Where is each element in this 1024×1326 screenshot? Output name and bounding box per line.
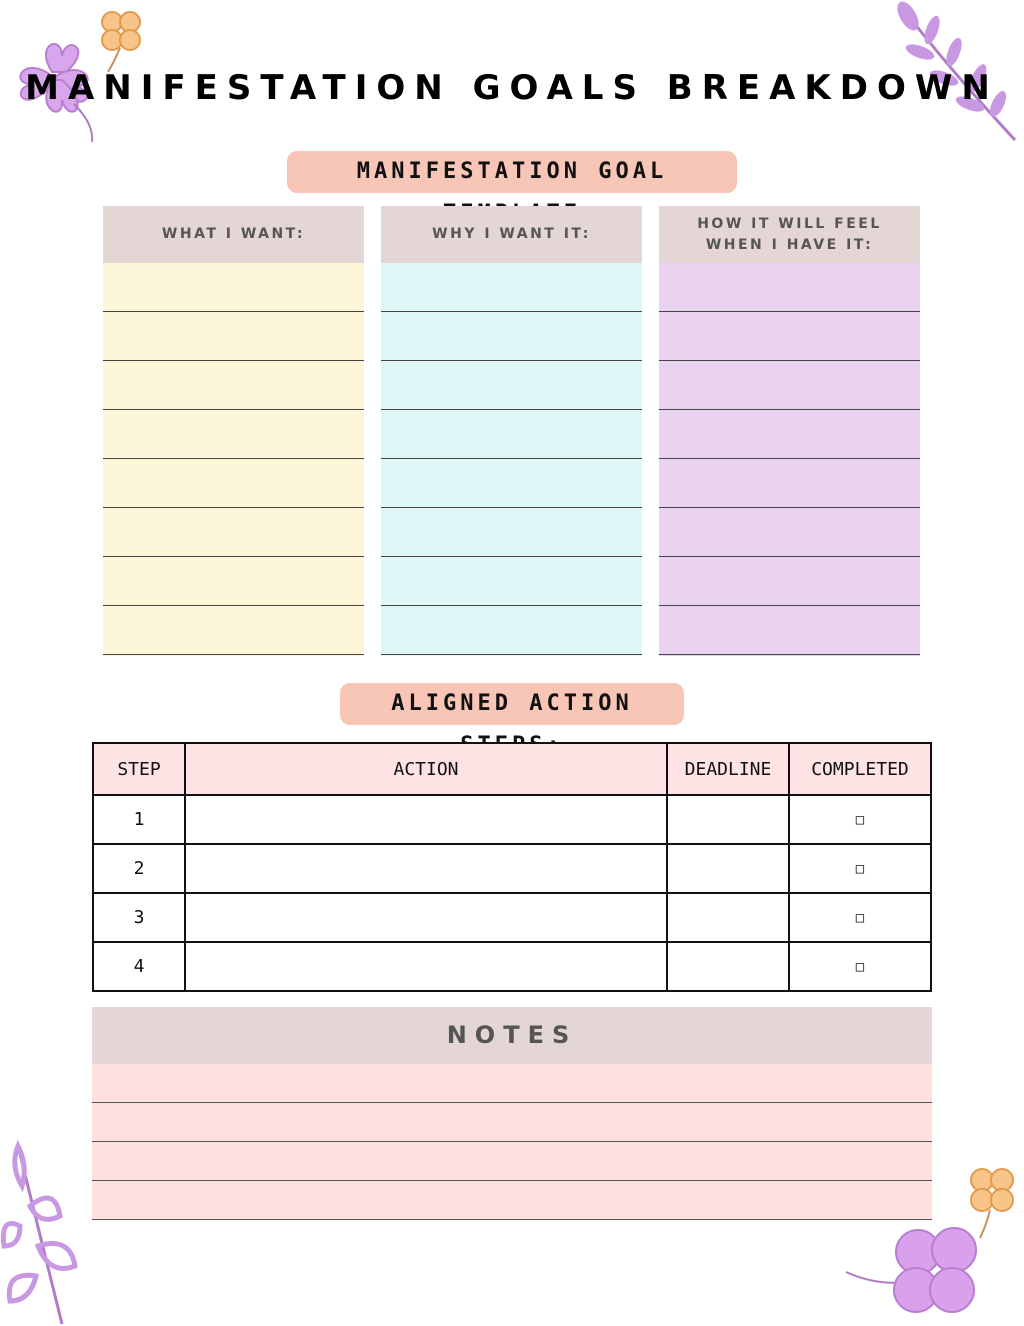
ruled-line — [103, 654, 364, 655]
goal-template-heading: MANIFESTATION GOAL — [287, 151, 737, 193]
column-lines[interactable] — [659, 263, 920, 656]
page-title: MANIFESTATION GOALS BREAKDOWN — [25, 68, 999, 108]
clover-icon — [846, 1222, 986, 1322]
action-header: ACTION — [185, 743, 667, 795]
goal-column-why — [381, 206, 642, 656]
notes-heading: NOTES — [92, 1007, 932, 1064]
column-header: WHY I WANT IT: — [381, 206, 642, 263]
note-line[interactable] — [92, 1142, 932, 1181]
step-header: STEP — [93, 743, 185, 795]
ruled-line — [659, 654, 920, 655]
ruled-line — [659, 360, 920, 361]
completed-checkbox[interactable]: □ — [789, 942, 931, 991]
action-cell[interactable] — [185, 893, 667, 942]
goal-column-what — [103, 206, 364, 656]
deadline-cell[interactable] — [667, 844, 789, 893]
ruled-line — [659, 507, 920, 508]
table-row — [93, 844, 931, 893]
note-line[interactable] — [92, 1103, 932, 1142]
ruled-line — [103, 556, 364, 557]
column-lines[interactable] — [103, 263, 364, 656]
goal-column-feel — [659, 206, 920, 656]
completed-checkbox[interactable]: □ — [789, 844, 931, 893]
table-row — [93, 795, 931, 844]
leaf-sprig-icon — [0, 1136, 90, 1326]
column-header: HOW IT WILL FEEL WHEN I HAVE IT: — [659, 206, 920, 263]
ruled-line — [659, 409, 920, 410]
ruled-line — [103, 360, 364, 361]
completed-header: COMPLETED — [789, 743, 931, 795]
ruled-line — [381, 556, 642, 557]
deadline-cell[interactable] — [667, 893, 789, 942]
note-line[interactable] — [92, 1181, 932, 1220]
column-header: WHAT I WANT: — [103, 206, 364, 263]
deadline-header: DEADLINE — [667, 743, 789, 795]
ruled-line — [381, 360, 642, 361]
completed-checkbox[interactable]: □ — [789, 795, 931, 844]
ruled-line — [659, 605, 920, 606]
notes-section — [92, 1007, 932, 1220]
action-cell[interactable] — [185, 942, 667, 991]
note-line[interactable] — [92, 1064, 932, 1103]
ruled-line — [381, 507, 642, 508]
ruled-line — [381, 458, 642, 459]
ruled-line — [659, 458, 920, 459]
table-row — [93, 893, 931, 942]
clover-icon — [92, 4, 152, 74]
ruled-line — [103, 458, 364, 459]
ruled-line — [103, 605, 364, 606]
step-number: 4 — [93, 942, 185, 991]
deadline-cell[interactable] — [667, 942, 789, 991]
ruled-line — [381, 605, 642, 606]
step-number: 2 — [93, 844, 185, 893]
ruled-line — [381, 409, 642, 410]
action-steps-table — [92, 742, 932, 992]
action-cell[interactable] — [185, 844, 667, 893]
completed-checkbox[interactable]: □ — [789, 893, 931, 942]
ruled-line — [103, 311, 364, 312]
ruled-line — [659, 311, 920, 312]
action-steps-heading: ALIGNED ACTION — [340, 683, 684, 725]
deadline-cell[interactable] — [667, 795, 789, 844]
column-lines[interactable] — [381, 263, 642, 656]
ruled-line — [381, 654, 642, 655]
ruled-line — [103, 409, 364, 410]
action-cell[interactable] — [185, 795, 667, 844]
ruled-line — [659, 556, 920, 557]
step-number: 3 — [93, 893, 185, 942]
ruled-line — [381, 311, 642, 312]
table-row — [93, 942, 931, 991]
ruled-line — [103, 507, 364, 508]
step-number: 1 — [93, 795, 185, 844]
